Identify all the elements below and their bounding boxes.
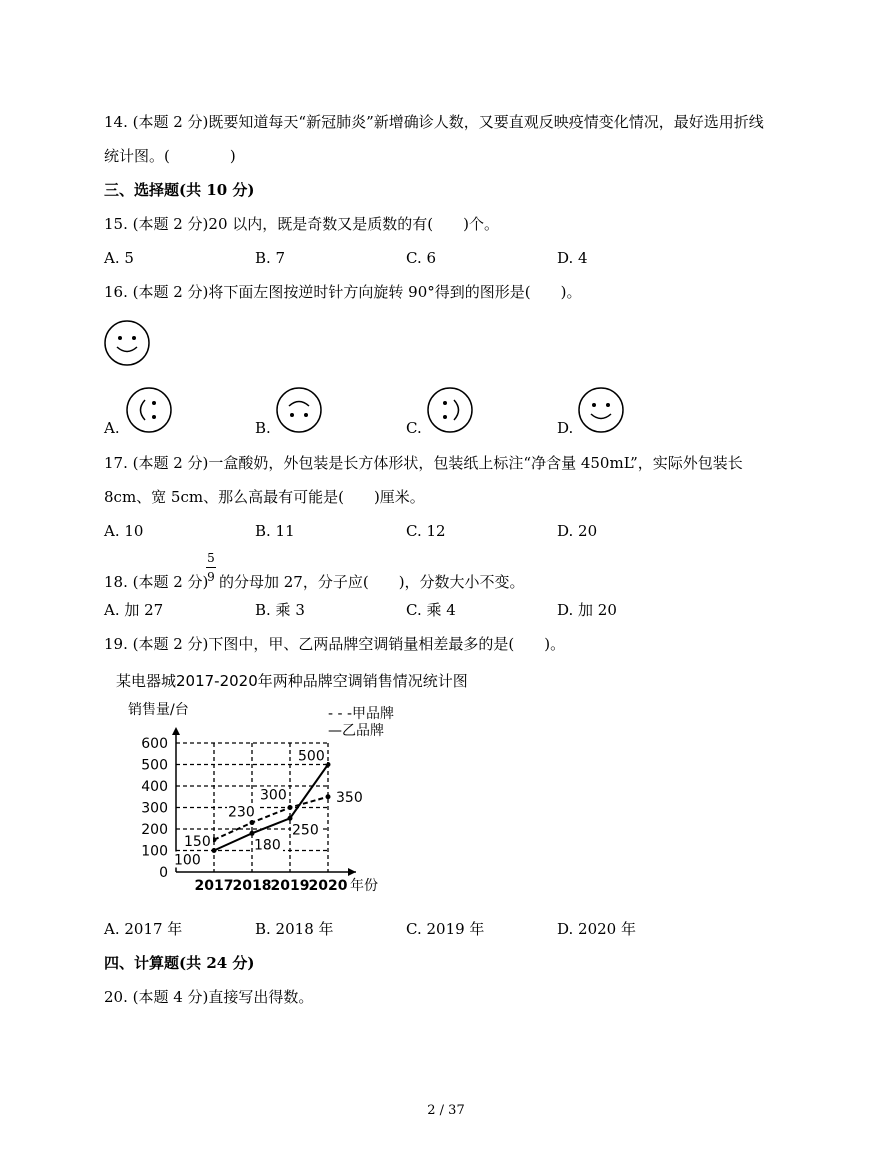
data-point [288,816,293,821]
y-axis-arrow [172,727,180,735]
q16-option-d-label[interactable]: D. [557,419,574,437]
data-label: 350 [336,789,363,806]
smiley-face-rotated-c-icon[interactable] [425,385,475,435]
data-label: 230 [228,804,255,821]
q18-option-b[interactable]: B. 乘 3 [255,601,305,619]
q19-option-c[interactable]: C. 2019 年 [406,920,485,938]
q17-option-c[interactable]: C. 12 [406,522,446,540]
q17-line2: 8cm、宽 5cm、那么高最有可能是( )厘米。 [104,488,425,506]
y-tick-label: 400 [141,779,168,795]
q18-suffix: 的分母加 27，分子应( )，分数大小不变。 [219,573,525,591]
page-number: 2 / 37 [427,1103,465,1118]
fraction-bar [206,567,216,568]
data-label: 150 [184,833,211,850]
q15-option-c[interactable]: C. 6 [406,249,437,267]
q19-option-d[interactable]: D. 2020 年 [557,920,636,938]
y-tick-label: 500 [141,757,168,774]
q15-stem: 15. (本题 2 分)20 以内，既是奇数又是质数的有( )个。 [104,215,499,233]
data-label: 300 [260,787,287,804]
legend-series-a: - - -甲品牌 [328,706,395,722]
data-point [212,848,217,853]
q20-stem: 20. (本题 4 分)直接写出得数。 [104,988,314,1006]
chart-y-axis-label: 销售量/台 [128,702,189,718]
chart-x-axis-label: 年份 [350,878,378,894]
q16-option-a-label[interactable]: A. [104,419,120,437]
data-label: 250 [292,822,319,839]
data-label: 100 [174,852,201,869]
q17-line1: 17. (本题 2 分)一盒酸奶，外包装是长方体形状，包装纸上标注“净含量 450mL”，实际外包装长 [104,454,743,472]
q16-stem: 16. (本题 2 分)将下面左图按逆时针方向旋转 90°得到的图形是( )。 [104,283,582,301]
data-point [250,820,255,825]
q16-option-c-label[interactable]: C. [406,419,422,437]
chart-title: 某电器城2017-2020年两种品牌空调销售情况统计图 [116,672,468,690]
smiley-face-rotated-a-icon[interactable] [124,385,174,435]
q15-option-d[interactable]: D. 4 [557,249,588,267]
q19-stem: 19. (本题 2 分)下图中，甲、乙两品牌空调销量相差最多的是( )。 [104,635,566,653]
y-tick-label: 0 [159,865,168,881]
section-4-heading: 四、计算题(共 24 分) [104,954,255,972]
q14-line1: 14. (本题 2 分)既要知道每天“新冠肺炎”新增确诊人数，又要直观反映疫情变化情况，最好选用折线 [104,113,764,131]
data-point [326,794,331,799]
q19-option-b[interactable]: B. 2018 年 [255,920,334,938]
q18-prefix: 18. (本题 2 分) [104,573,209,591]
data-point [288,805,293,810]
q18-option-d[interactable]: D. 加 20 [557,601,617,619]
q14-line2: 统计图。( ) [104,147,236,165]
data-label: 500 [298,748,325,765]
fraction-numerator: 5 [207,551,215,565]
smiley-face-rotated-d-icon[interactable] [576,385,626,435]
sales-line-chart [100,665,468,900]
legend-series-b: —乙品牌 [328,723,384,739]
q17-option-a[interactable]: A. 10 [104,522,144,540]
fraction-denominator: 9 [207,570,215,584]
q18-option-a[interactable]: A. 加 27 [104,601,164,619]
x-tick-label: 2017 [194,878,234,894]
q18-option-c[interactable]: C. 乘 4 [406,601,456,619]
smiley-face-original-icon [102,318,152,368]
x-axis-arrow [348,868,356,876]
data-label: 180 [254,837,281,854]
y-tick-label: 200 [141,822,168,838]
section-3-heading: 三、选择题(共 10 分) [104,181,255,199]
q15-option-b[interactable]: B. 7 [255,249,286,267]
y-tick-label: 300 [141,800,168,817]
q16-option-b-label[interactable]: B. [255,419,271,437]
smiley-face-rotated-b-icon[interactable] [274,385,324,435]
y-tick-label: 100 [141,843,168,860]
q15-option-a[interactable]: A. 5 [104,249,134,267]
q17-option-b[interactable]: B. 11 [255,522,295,540]
y-tick-label: 600 [141,736,168,752]
q17-option-d[interactable]: D. 20 [557,522,598,540]
q19-option-a[interactable]: A. 2017 年 [104,920,183,938]
x-tick-label: 2020 [308,878,348,894]
data-point [250,831,255,836]
x-tick-label: 2018 [232,878,272,894]
x-tick-label: 2019 [270,878,310,894]
